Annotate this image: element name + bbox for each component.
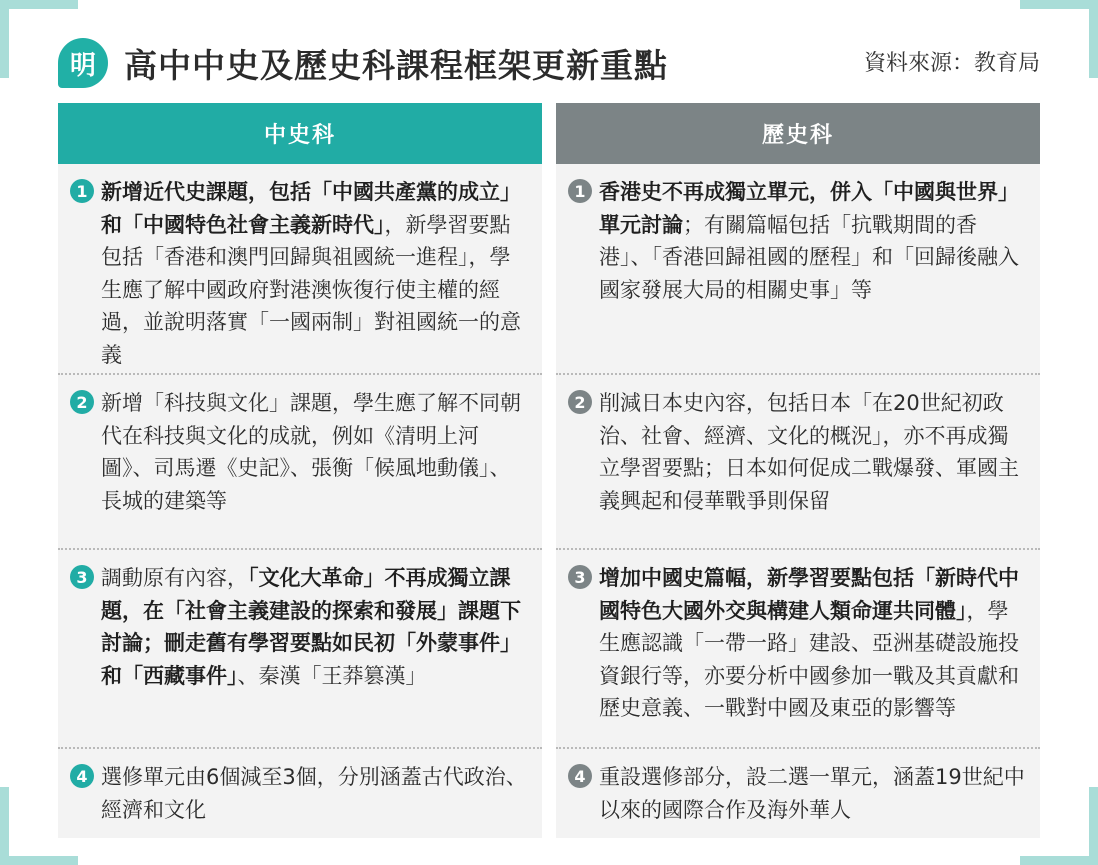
list-item [58,548,542,747]
item-text [599,562,1026,747]
list-item [556,373,1040,548]
corner-bottom-right-h [1020,856,1098,865]
corner-top-left-h [0,0,78,9]
list-item [58,747,542,838]
item-text [101,562,528,747]
item-body: 削減日本史內容，包括日本「在20世紀初政治、社會、經濟、文化的概況」，亦不再成獨立學習要點；日本如何促成二戰爆發、軍國主義興起和侵華戰爭則保留 [599,391,1019,513]
item-body: 新增「科技與文化」課題，學生應了解不同朝代在科技與文化的成就，例如《清明上河圖》、司馬遷《史記》、張衡「候風地動儀」、長城的建築等 [101,391,521,513]
corner-top-left-v [0,0,9,78]
item-number-badge: 3 [70,565,94,589]
item-number-badge: 4 [568,764,592,788]
item-text [101,761,528,838]
item-body: ；有關篇幅包括「抗戰期間的香港」、「香港回歸祖國的歷程」和「回歸後融入國家發展大局的相關史事」等 [599,212,1019,302]
item-number-badge: 4 [70,764,94,788]
item-text [599,176,1026,373]
list-item [556,747,1040,838]
item-number-badge: 2 [70,390,94,414]
history-column [556,103,1040,838]
list-item [556,164,1040,373]
corner-bottom-left-v [0,787,9,865]
corner-bottom-left-h [0,856,78,865]
item-highlight: 香港史不再成獨立單元，併入「中國與世界」單元討論 [599,180,1019,237]
item-text [599,761,1026,838]
item-number-badge: 3 [568,565,592,589]
item-lead: 調動原有內容， [101,566,248,590]
item-text [101,387,528,548]
item-text [599,387,1026,548]
item-body: 、秦漢「王莽篡漢」 [237,663,427,688]
item-number-badge: 2 [568,390,592,414]
list-item [556,548,1040,747]
item-body: 選修單元由6個減至3個，分別涵蓋古代政治、經濟和文化 [101,765,527,822]
item-number-badge: 1 [70,179,94,203]
column-heading: 中史科 [58,103,542,164]
source-note: 資料來源：教育局 [863,51,1040,76]
item-number-badge: 1 [568,179,592,203]
item-body: 重設選修部分，設二選一單元，涵蓋19世紀中以來的國際合作及海外華人 [599,765,1025,822]
brand-logo: 明 [58,38,108,88]
item-highlight: 新增近代史課題，包括「中國共產黨的成立」和「中國特色社會主義新時代」 [101,180,521,237]
item-text [101,176,528,373]
list-item [58,373,542,548]
corner-top-right-v [1089,0,1098,78]
chinese-history-column [58,103,542,838]
item-body: ，學生應認識「一帶一路」建設、亞洲基礎設施投資銀行等，亦要分析中國參加一戰及其貢獻和歷史意義、一戰對中國及東亞的影響等 [599,598,1019,720]
corner-bottom-right-v [1089,787,1098,865]
corner-top-right-h [1020,0,1098,9]
column-heading: 歷史科 [556,103,1040,164]
page-title: 高中中史及歷史科課程框架更新重點 [124,46,668,85]
item-highlight: 「文化大革命」不再成獨立課題，在「社會主義建設的探索和發展」課題下討論；刪走舊有學習要點如民初「外蒙事件」和「西藏事件」 [101,566,521,688]
item-body: ，新學習要點包括「香港和澳門回歸與祖國統一進程」，學生應了解中國政府對港澳恢復行使主權的經過，並說明落實「一國兩制」對祖國統一的意義 [101,212,521,367]
item-highlight: 增加中國史篇幅，新學習要點包括「新時代中國特色大國外交與構建人類命運共同體」 [599,566,1019,623]
list-item [58,164,542,373]
